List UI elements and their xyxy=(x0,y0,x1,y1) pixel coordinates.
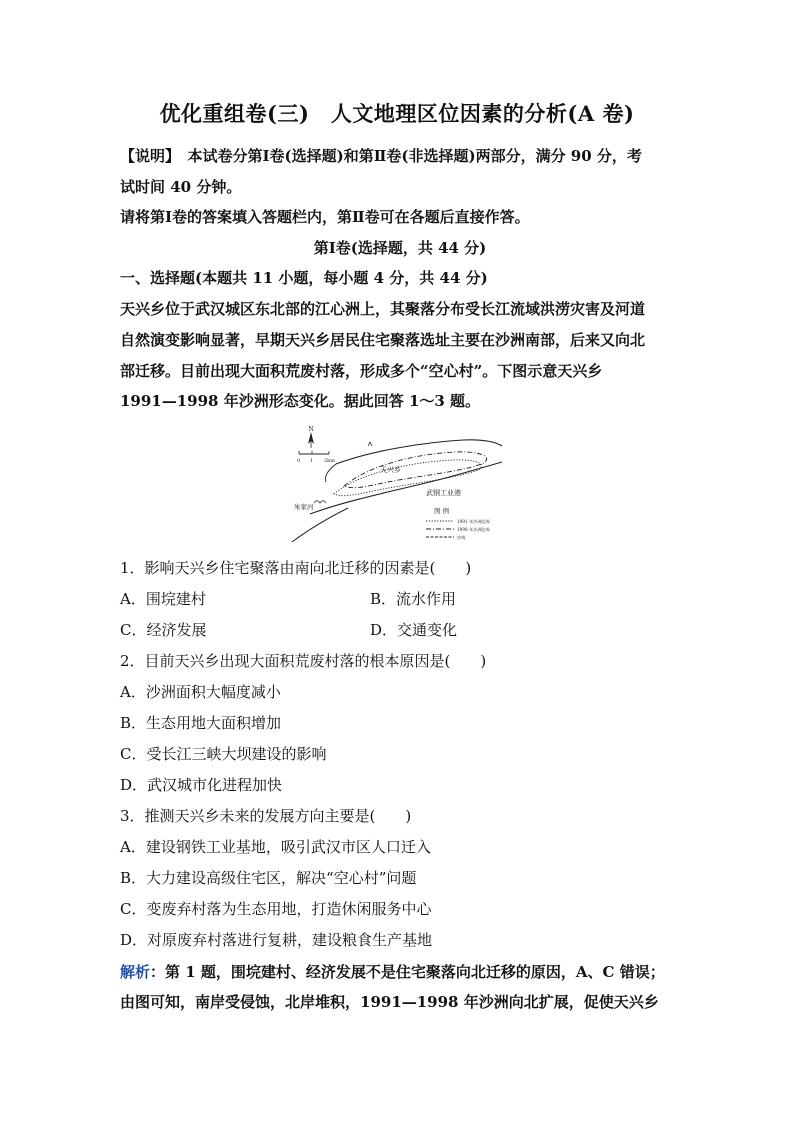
question-1-option-d[interactable]: D．交通变化 xyxy=(370,621,458,639)
question-3-option-d[interactable]: D．对原废弃村落进行复耕，建设粮食生产基地 xyxy=(120,931,433,949)
question-1-option-a[interactable]: A．围垸建村 xyxy=(120,590,206,608)
label-zhujia: 朱家河 xyxy=(294,503,314,511)
part-title: 一、选择题(本题共 11 小题，每小题 4 分，共 44 分) xyxy=(120,269,488,287)
legend-title: 图 例 xyxy=(434,507,450,515)
question-2-option-a[interactable]: A．沙洲面积大幅度减小 xyxy=(120,683,281,701)
scale-label-0: 0 xyxy=(297,458,301,464)
river-mouth-icon xyxy=(314,501,326,503)
question-1-option-b[interactable]: B．流水作用 xyxy=(370,590,457,608)
bank-marker-icon xyxy=(368,442,372,446)
notice-line-3: 请将第Ⅰ卷的答案填入答题栏内，第Ⅱ卷可在各题后直接作答。 xyxy=(120,208,530,226)
passage-line-1: 天兴乡位于武汉城区东北部的江心洲上，其聚落分布受长江流域洪涝灾害及河道 xyxy=(120,300,646,318)
passage-line-2: 自然演变影响显著，早期天兴乡居民住宅聚落选址主要在沙洲南部，后来又向北 xyxy=(120,331,646,349)
question-1-stem: 1．影响天兴乡住宅聚落由南向北迁移的因素是( ) xyxy=(120,559,472,577)
sandbar-map-figure xyxy=(288,422,504,546)
legend-text-1998: 1998 年沙洲边界 xyxy=(457,527,490,532)
scale-label-1: 1 xyxy=(310,458,314,464)
question-3-option-a[interactable]: A．建设钢铁工业基地，吸引武汉市区人口迁入 xyxy=(120,838,431,856)
notice-label: 【说明】 xyxy=(120,147,173,165)
question-2-option-c[interactable]: C．受长江三峡大坝建设的影响 xyxy=(120,745,327,763)
notice-line-1 xyxy=(120,146,680,166)
label-wugang: 武钢工业港 xyxy=(426,489,461,497)
scale-bar xyxy=(299,451,329,454)
west-bank-edge xyxy=(325,464,336,482)
north-shoreline xyxy=(336,440,502,464)
solution-line-1 xyxy=(120,962,680,982)
passage-line-3: 部迁移。目前出现大面积荒废村落，形成多个“空心村”。下图示意天兴乡 xyxy=(120,362,603,380)
question-2-option-b[interactable]: B．生态用地大面积增加 xyxy=(120,714,282,732)
notice-line-2: 试时间 40 分钟。 xyxy=(120,178,242,196)
label-tianxing: 天兴乡 xyxy=(380,466,401,474)
passage-line-4: 1991—1998 年沙洲形态变化。据此回答 1～3 题。 xyxy=(120,392,481,410)
solution-text-1: ：第 1 题，围垸建村、经济发展不是住宅聚落向北迁移的原因，A、C 错误； xyxy=(150,963,665,981)
question-3-option-b[interactable]: B．大力建设高级住宅区，解决“空心村”问题 xyxy=(120,869,417,887)
question-2-option-d[interactable]: D．武汉城市化进程加快 xyxy=(120,776,283,794)
question-2-stem: 2．目前天兴乡出现大面积荒废村落的根本原因是( ) xyxy=(120,652,487,670)
solution-line-2: 由图可知，南岸受侵蚀，北岸堆积，1991—1998 年沙洲向北扩展，促使天兴乡 xyxy=(120,993,659,1011)
scale-label-2: 2km xyxy=(324,458,335,464)
notice-text-1: 本试卷分第Ⅰ卷(选择题)和第Ⅱ卷(非选择题)两部分，满分 90 分，考 xyxy=(172,147,642,165)
sandbar-map xyxy=(288,422,504,546)
page-title: 优化重组卷(三) 人文地理区位因素的分析(A 卷) xyxy=(159,101,635,126)
section-title: 第Ⅰ卷(选择题，共 44 分) xyxy=(313,239,487,257)
question-3-option-c[interactable]: C．变废弃村落为生态用地，打造休闲服务中心 xyxy=(120,900,432,918)
solution-label: 解析 xyxy=(120,963,151,981)
south-shoreline xyxy=(310,462,502,514)
north-arrow-icon xyxy=(308,432,314,448)
sandbar-1998-boundary xyxy=(344,452,487,488)
legend-text-shore: 岸线 xyxy=(457,535,466,540)
question-3-stem: 3．推测天兴乡未来的发展方向主要是( ) xyxy=(120,807,412,825)
legend-text-1991: 1991 年沙洲边界 xyxy=(457,519,490,524)
north-label: N xyxy=(308,426,314,433)
question-1-option-c[interactable]: C．经济发展 xyxy=(120,621,207,639)
south-bank-edge xyxy=(292,508,348,542)
